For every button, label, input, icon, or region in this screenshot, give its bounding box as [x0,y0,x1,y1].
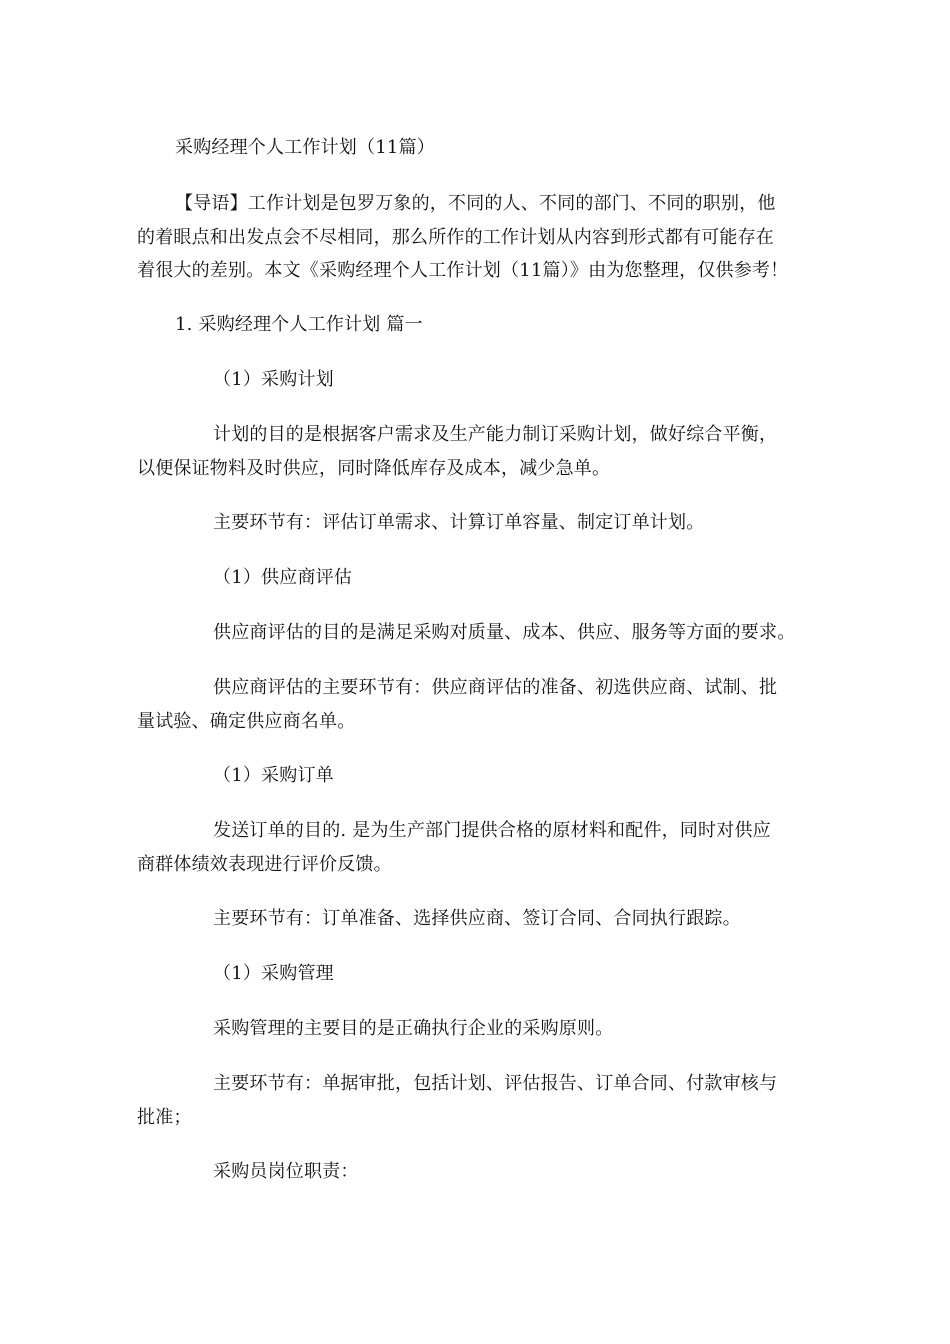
section-heading: 1. 采购经理个人工作计划 篇一 [175,314,423,335]
purchase-plan-key-steps: 主要环节有：评估订单需求、计算订单容量、制定订单计划。 [213,512,705,533]
purchase-plan-paragraph-line-2: 以便保证物料及时供应，同时降低库存及成本，减少急单。 [137,458,611,479]
intro-line-1: 【导语】工作计划是包罗万象的，不同的人、不同的部门、不同的职别，他 [175,193,776,214]
sub-heading-supplier-evaluation: （1）供应商评估 [213,567,353,588]
document-title: 采购经理个人工作计划（11篇） [175,137,435,158]
supplier-evaluation-steps-line-2: 量试验、确定供应商名单。 [137,711,356,732]
purchase-management-steps-line-2: 批准； [137,1107,192,1128]
sub-heading-purchase-order: （1）采购订单 [213,765,334,786]
purchase-plan-paragraph-line-1: 计划的目的是根据客户需求及生产能力制订采购计划，做好综合平衡， [213,424,778,445]
intro-line-3: 着很大的差别。本文《采购经理个人工作计划（11篇）》由为您整理，仅供参考！ [137,260,789,281]
purchaser-duties-heading: 采购员岗位职责： [213,1161,359,1182]
purchase-order-key-steps: 主要环节有：订单准备、选择供应商、签订合同、合同执行跟踪。 [213,908,741,929]
purchase-management-steps-line-1: 主要环节有：单据审批，包括计划、评估报告、订单合同、付款审核与 [213,1073,778,1094]
sub-heading-purchase-management: （1）采购管理 [213,963,334,984]
supplier-evaluation-steps-line-1: 供应商评估的主要环节有：供应商评估的准备、初选供应商、试制、批 [213,677,778,698]
supplier-evaluation-paragraph: 供应商评估的目的是满足采购对质量、成本、供应、服务等方面的要求。 [213,622,796,643]
purchase-order-paragraph-line-1: 发送订单的目的. 是为生产部门提供合格的原材料和配件，同时对供应 [213,820,771,841]
intro-line-2: 的着眼点和出发点会不尽相同，那么所作的工作计划从内容到形式都有可能存在 [137,227,774,248]
purchase-management-paragraph: 采购管理的主要目的是正确执行企业的采购原则。 [213,1018,614,1039]
sub-heading-purchase-plan: （1）采购计划 [213,369,334,390]
purchase-order-paragraph-line-2: 商群体绩效表现进行评价反馈。 [137,854,392,875]
